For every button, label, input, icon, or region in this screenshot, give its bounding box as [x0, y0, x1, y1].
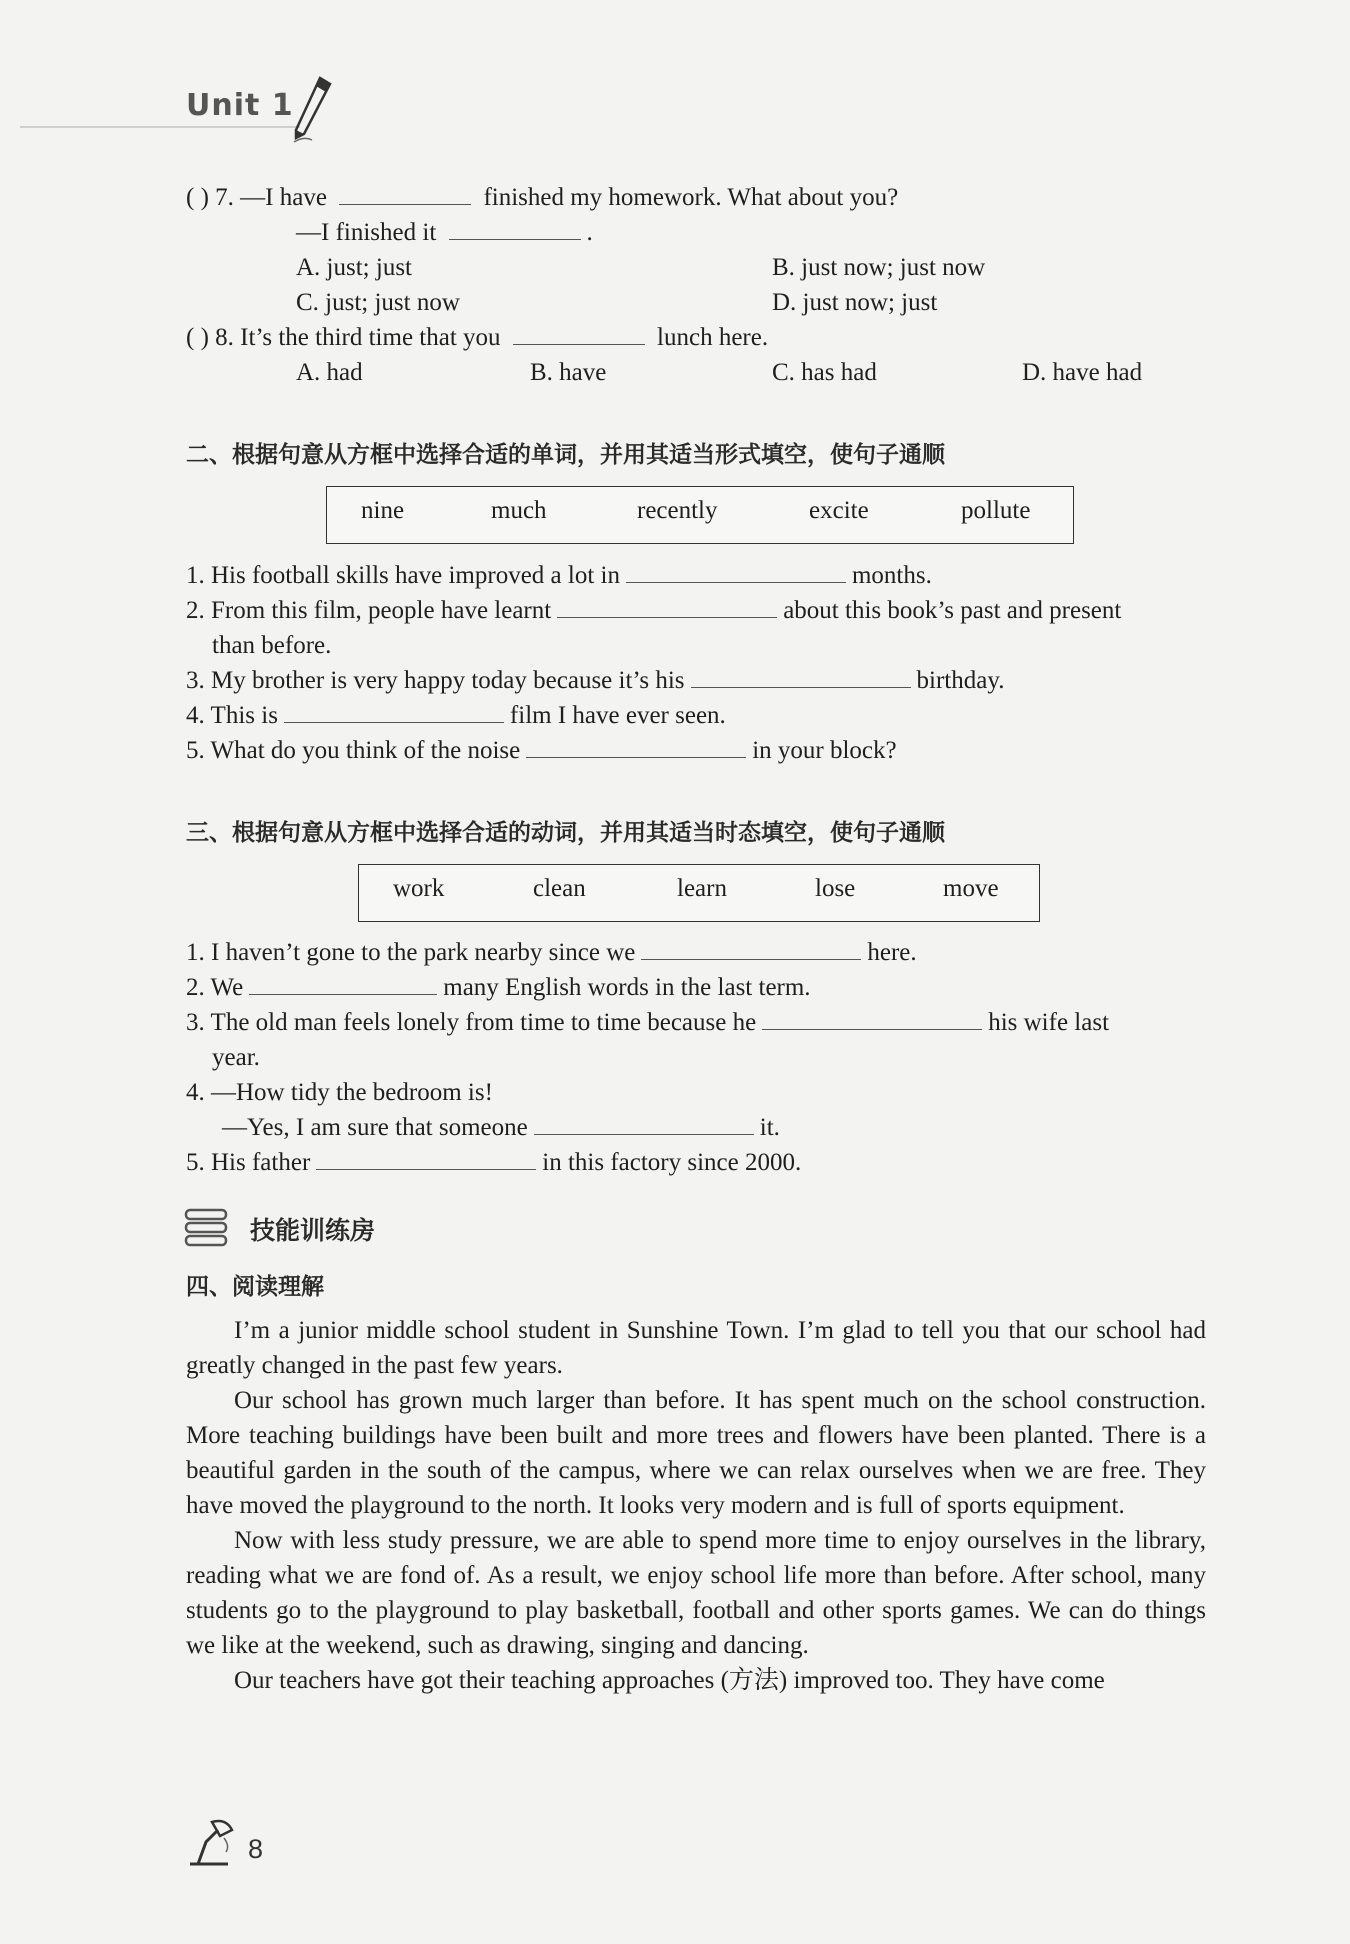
option[interactable]: C. has had — [772, 359, 877, 386]
question-8: ( ) 8. It’s the third time that you lunch here. — [186, 324, 769, 351]
word-option: recently — [637, 497, 718, 524]
word-option: pollute — [961, 497, 1031, 524]
header-rule — [20, 126, 300, 128]
fill-item: 4. This is film I have ever seen. — [186, 702, 726, 729]
answer-bracket-7[interactable]: ( ) 7. — [186, 184, 234, 211]
fill-item-reply: —Yes, I am sure that someone it. — [222, 1114, 780, 1141]
option[interactable]: A. had — [296, 359, 363, 386]
option[interactable]: B. just now; just now — [772, 254, 986, 281]
fill-item: 5. His father in this factory since 2000. — [186, 1149, 802, 1176]
section-3-heading: 三、根据句意从方框中选择合适的动词，并用其适当时态填空，使句子通顺 — [186, 820, 945, 846]
word-option: nine — [361, 497, 405, 524]
fill-item: 2. We many English words in the last term. — [186, 974, 811, 1001]
question-7: ( ) 7. —I have finished my homework. What about you? — [186, 184, 899, 211]
answer-bracket-8[interactable]: ( ) 8. — [186, 324, 234, 351]
blank[interactable] — [641, 958, 861, 960]
reading-passage — [186, 1313, 1206, 1698]
passage-paragraph: Our teachers have got their teaching approaches (方法) improved too. They have come — [234, 1667, 1105, 1694]
word-option: much — [491, 497, 547, 524]
option[interactable]: D. have had — [1022, 359, 1143, 386]
fill-item: 4. —How tidy the bedroom is! — [186, 1079, 493, 1106]
word-option: clean — [533, 875, 586, 902]
pencil-icon — [290, 74, 334, 144]
blank[interactable] — [762, 1028, 982, 1030]
blank[interactable] — [316, 1168, 536, 1170]
blank[interactable] — [339, 203, 471, 205]
blank[interactable] — [513, 343, 645, 345]
fill-item-continuation: year. — [212, 1044, 260, 1071]
page-number: 8 — [248, 1834, 264, 1864]
fill-item: 2. From this film, people have learnt about this book’s past and present — [186, 597, 1122, 624]
blank[interactable] — [449, 238, 581, 240]
blank[interactable] — [557, 616, 777, 618]
blank[interactable] — [249, 993, 437, 995]
blank[interactable] — [284, 721, 504, 723]
unit-title: Unit 1 — [186, 88, 294, 123]
passage-paragraph: I’m a junior middle school student in Sunshine Town. I’m glad to tell you that our school had greatly changed in the past few years. — [186, 1317, 1206, 1379]
fill-item-continuation: than before. — [212, 632, 332, 659]
word-box-3 — [358, 864, 1040, 922]
option[interactable]: B. have — [530, 359, 607, 386]
fill-item: 1. His football skills have improved a lot in months. — [186, 562, 932, 589]
word-option: lose — [815, 875, 856, 902]
fill-item: 5. What do you think of the noise in your block? — [186, 737, 897, 764]
section-4-heading: 四、阅读理解 — [186, 1274, 324, 1300]
word-option: move — [943, 875, 999, 902]
passage-paragraph: Our school has grown much larger than before. It has spent much on the school construction. More teaching buildings have been built and more trees and flowers have been planted. There is a beautiful garden in the south of the campus, where we can relax ourselves when we are free. They have moved the playground to the north. It looks very modern and is full of sports equipment. — [186, 1387, 1206, 1519]
word-box-2 — [326, 486, 1074, 544]
section-2-heading: 二、根据句意从方框中选择合适的单词，并用其适当形式填空，使句子通顺 — [186, 442, 945, 468]
option[interactable]: C. just; just now — [296, 289, 460, 316]
blank[interactable] — [534, 1133, 754, 1135]
word-option: excite — [809, 497, 869, 524]
blank[interactable] — [691, 686, 911, 688]
skills-heading: 技能训练房 — [250, 1216, 376, 1245]
fill-item: 3. The old man feels lonely from time to time because he his wife last — [186, 1009, 1110, 1036]
passage-paragraph: Now with less study pressure, we are able to spend more time to enjoy ourselves in the library, reading what we are fond of. As a result, we enjoy school life more than before. After school, many students go to the playground to play basketball, football and other sports games. We can do things we like at the weekend, such as drawing, singing and dancing. — [186, 1527, 1206, 1659]
option[interactable]: A. just; just — [296, 254, 412, 281]
blank[interactable] — [526, 756, 746, 758]
question-7-reply: —I finished it . — [296, 219, 593, 246]
word-option: work — [393, 875, 445, 902]
blank[interactable] — [626, 581, 846, 583]
fill-item: 3. My brother is very happy today because it’s his birthday. — [186, 667, 1005, 694]
option[interactable]: D. just now; just — [772, 289, 938, 316]
word-option: learn — [677, 875, 727, 902]
book-stack-icon — [184, 1207, 230, 1249]
fill-item: 1. I haven’t gone to the park nearby since we here. — [186, 939, 917, 966]
lamp-icon — [184, 1816, 244, 1868]
